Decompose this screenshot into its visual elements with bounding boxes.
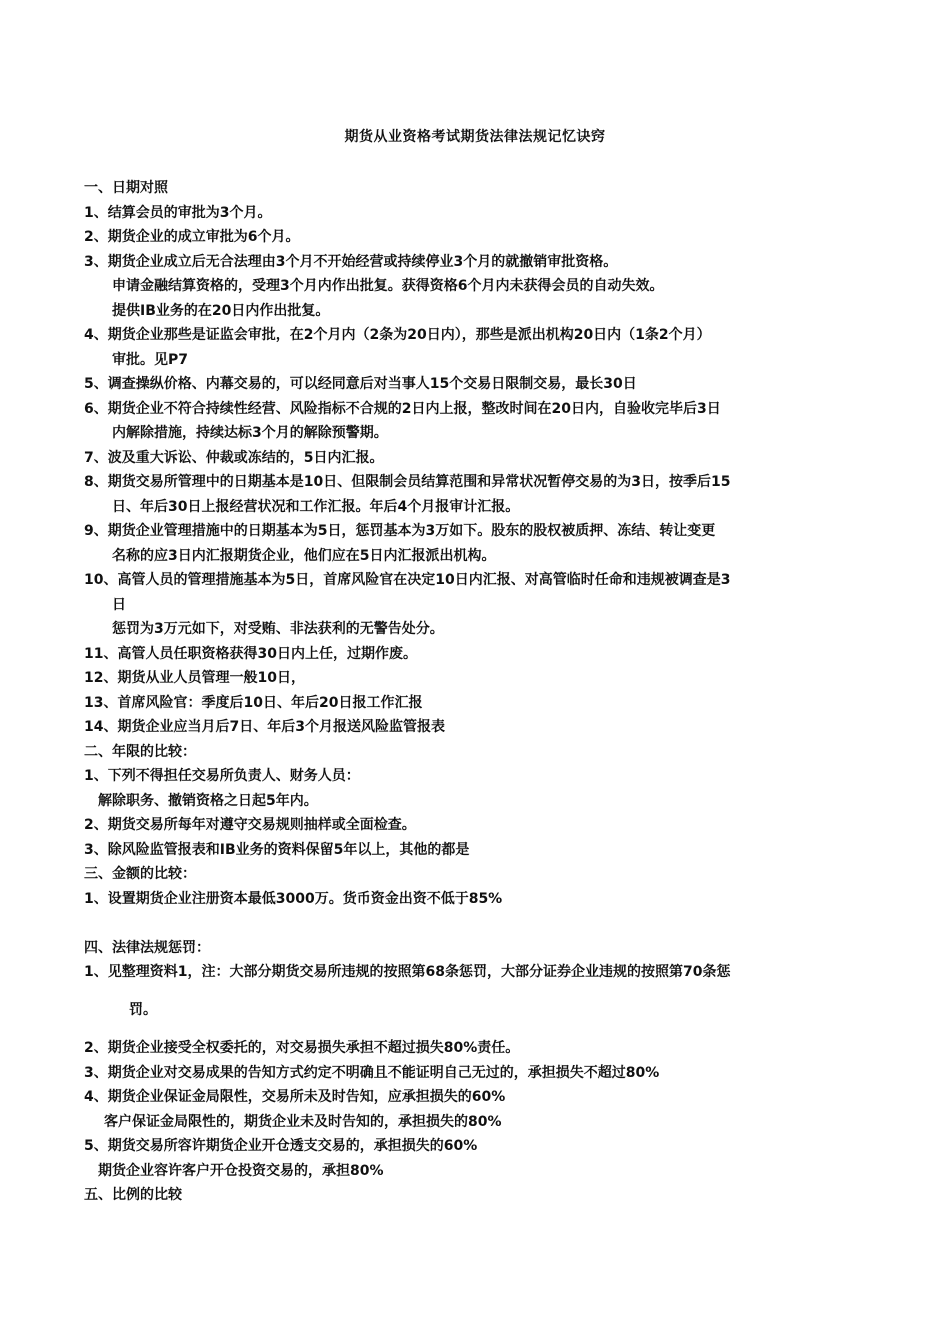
text-line: 3、除风险监管报表和IB业务的资料保留5年以上，其他的都是 [84,841,470,858]
text-line: 1、下列不得担任交易所负责人、财务人员： [84,768,360,784]
text-line: 申请金融结算资格的，受理3个月内作出批复。获得资格6个月内未获得会员的自动失效。 [112,278,664,294]
text-line: 名称的应3日内汇报期货企业，他们应在5日内汇报派出机构。 [112,547,496,564]
document-title: 期货从业资格考试期货法律法规记忆诀窍 [344,129,606,145]
text-line: 提供IB业务的在20日内作出批复。 [112,302,330,319]
text-line: 6、期货企业不符合持续性经营、风险指标不合规的2日内上报，整改时间在20日内，自验收完毕后3日 [84,400,721,417]
text-line: 罚。 [129,1002,157,1018]
text-line: 1、设置期货企业注册资本最低3000万。货币资金出资不低于85% [84,890,503,907]
text-line: 审批。见P7 [112,351,189,368]
text-line: 客户保证金局限性的，期货企业未及时告知的，承担损失的80% [104,1113,502,1130]
text-line: 惩罚为3万元如下，对受贿、非法获利的无警告处分。 [112,621,444,637]
text-line: 3、期货企业对交易成果的告知方式约定不明确且不能证明自己无过的，承担损失不超过80% [84,1064,660,1081]
section-heading-years: 二、年限的比较： [84,743,196,760]
text-line: 8、期货交易所管理中的日期基本是10日、但限制会员结算范围和异常状况暂停交易的为3日，按季后15 [84,474,731,490]
text-line: 2、期货企业接受全权委托的，对交易损失承担不超过损失80%责任。 [84,1040,520,1056]
blank-line [84,911,904,936]
document-body [84,176,904,1208]
text-line: 9、期货企业管理措施中的日期基本为5日，惩罚基本为3万如下。股东的股权被质押、冻结、转让变更 [84,523,716,539]
text-line: 11、高管人员任职资格获得30日内上任，过期作废。 [84,645,417,662]
text-line: 14、期货企业应当月后7日、年后3个月报送风险监管报表 [84,719,445,735]
section-heading-dates: 一、日期对照 [84,180,168,196]
text-line: 4、期货企业那些是证监会审批，在2个月内（2条为20日内），那些是派出机构20日内（1条2个月） [84,327,711,343]
text-line: 13、首席风险官：季度后10日、年后20日报工作汇报 [84,694,423,711]
section-heading-amounts: 三、金额的比较： [84,866,196,882]
text-line: 内解除措施，持续达标3个月的解除预警期。 [112,425,388,441]
text-line: 日 [112,596,126,613]
text-line: 10、高管人员的管理措施基本为5日，首席风险官在决定10日内汇报、对高管临时任命和违规被调查是3 [84,572,731,588]
text-line: 2、期货企业的成立审批为6个月。 [84,229,300,245]
text-line: 5、期货交易所容许期货企业开仓透支交易的，承担损失的60% [84,1138,478,1154]
section-heading-ratios: 五、比例的比较 [84,1187,182,1203]
section-heading-penalties: 四、法律法规惩罚： [84,939,210,956]
text-line: 7、波及重大诉讼、仲裁或冻结的，5日内汇报。 [84,449,384,466]
text-line: 期货企业容许客户开仓投资交易的，承担80% [98,1162,384,1179]
text-line: 日、年后30日上报经营状况和工作汇报。年后4个月报审计汇报。 [112,498,520,515]
text-line: 1、结算会员的审批为3个月。 [84,204,272,221]
text-line: 1、见整理资料1，注：大部分期货交易所违规的按照第68条惩罚，大部分证券企业违规的按照第70条惩 [84,964,731,980]
text-line: 12、期货从业人员管理一般10日， [84,670,305,686]
text-line: 3、期货企业成立后无合法理由3个月不开始经营或持续停业3个月的就撤销审批资格。 [84,253,618,270]
text-line: 2、期货交易所每年对遵守交易规则抽样或全面检查。 [84,817,416,833]
text-line: 4、期货企业保证金局限性，交易所未及时告知，应承担损失的60% [84,1089,506,1105]
text-line: 5、调查操纵价格、内幕交易的，可以经同意后对当事人15个交易日限制交易，最长30日 [84,376,637,392]
text-line: 解除职务、撤销资格之日起5年内。 [98,792,318,809]
